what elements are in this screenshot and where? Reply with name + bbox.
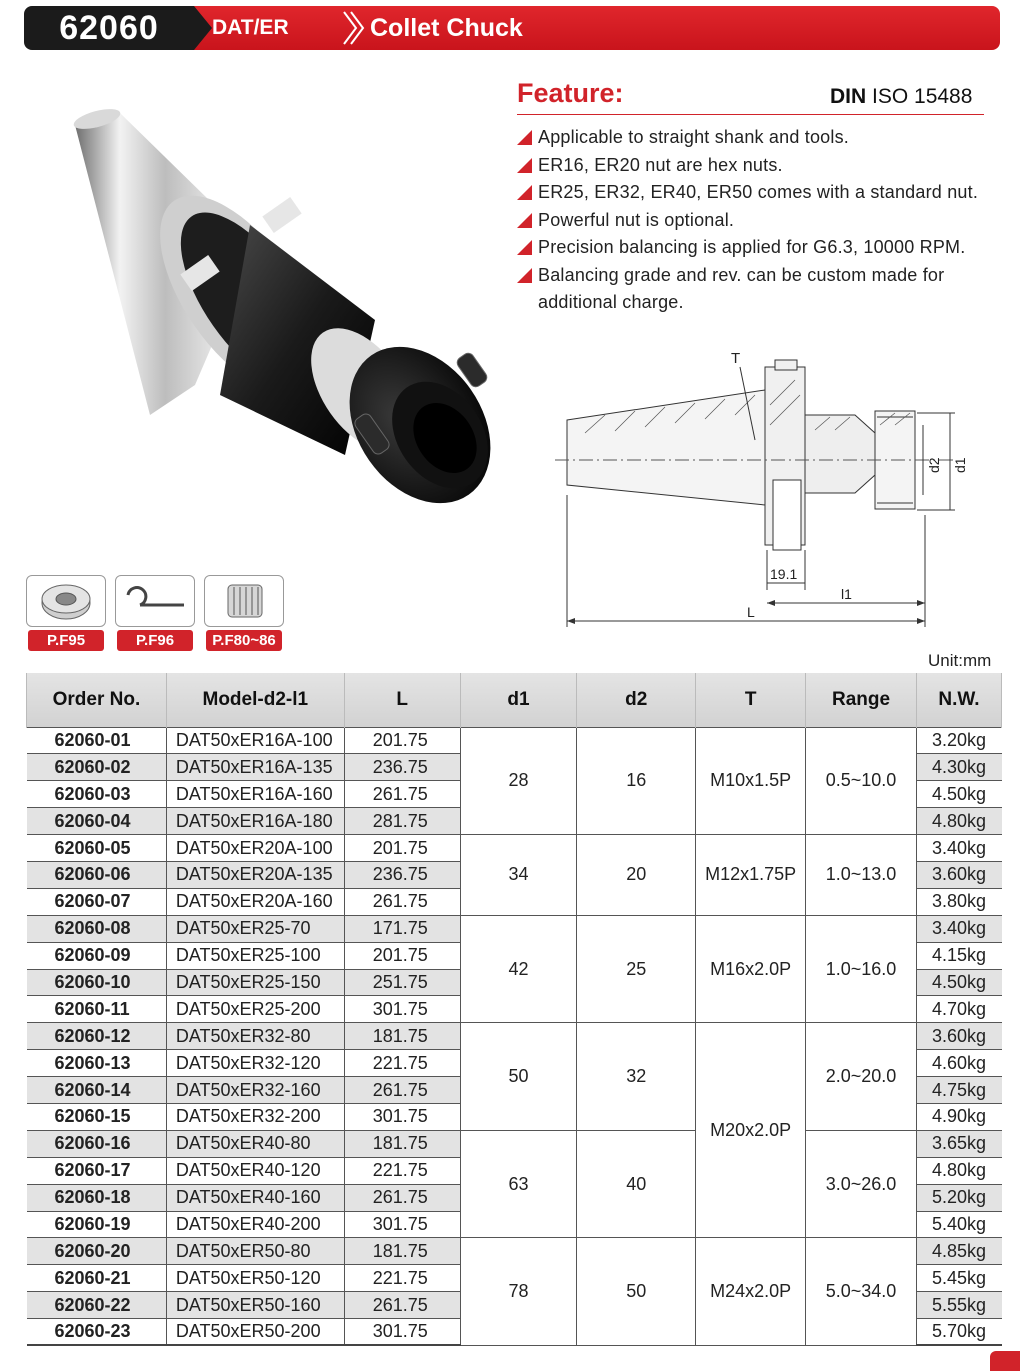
triangle-bullet-icon: [517, 268, 532, 283]
feature-item: [517, 124, 1017, 152]
standard-label: [830, 85, 972, 109]
col-header-d2: d2: [577, 673, 696, 727]
chevron-right-icon: [342, 10, 366, 46]
d2-cell: 16: [577, 727, 696, 835]
col-header-model: Model-d2-l1: [166, 673, 344, 727]
order-no: 62060-02: [27, 754, 167, 781]
unit-label: Unit:mm: [928, 651, 992, 670]
length: 201.75: [344, 727, 460, 754]
technical-drawing: [555, 345, 975, 635]
accessory-collet[interactable]: [204, 575, 284, 651]
order-no: 62060-16: [27, 1130, 167, 1157]
d2-cell: 50: [577, 1238, 696, 1346]
order-no: 62060-12: [27, 1023, 167, 1050]
net-weight: 5.45kg: [916, 1265, 1001, 1292]
net-weight: 4.60kg: [916, 1050, 1001, 1077]
order-no: 62060-20: [27, 1238, 167, 1265]
net-weight: 3.60kg: [916, 861, 1001, 888]
range-cell: 3.0~26.0: [806, 1130, 917, 1238]
order-no: 62060-18: [27, 1184, 167, 1211]
model: DAT50xER16A-180: [166, 808, 344, 835]
order-no: 62060-05: [27, 835, 167, 862]
length: 301.75: [344, 996, 460, 1023]
model: DAT50xER40-120: [166, 1157, 344, 1184]
order-no: 62060-13: [27, 1050, 167, 1077]
d1-cell: 78: [460, 1238, 577, 1346]
length: 201.75: [344, 942, 460, 969]
feature-item: [517, 262, 1017, 317]
length: 261.75: [344, 1077, 460, 1104]
length: 171.75: [344, 915, 460, 942]
table-row: [27, 1130, 1002, 1157]
feature-text: ER25, ER32, ER40, ER50 comes with a standard nut.: [538, 182, 979, 202]
net-weight: 5.55kg: [916, 1292, 1001, 1319]
table-header-row: [27, 673, 1002, 727]
feature-text: Balancing grade and rev. can be custom made for additional charge.: [538, 264, 945, 312]
feature-divider: [517, 114, 984, 115]
product-photo: [45, 95, 505, 555]
feature-text: ER16, ER20 nut are hex nuts.: [538, 154, 783, 175]
thread-cell: M12x1.75P: [696, 835, 806, 916]
order-no: 62060-11: [27, 996, 167, 1023]
nut-icon: [26, 575, 106, 627]
net-weight: 4.50kg: [916, 969, 1001, 996]
d2-cell: 20: [577, 835, 696, 916]
length: 301.75: [344, 1319, 460, 1346]
drawing-label-d1: d1: [952, 457, 968, 473]
range-cell: 1.0~13.0: [806, 835, 917, 916]
thread-cell: M20x2.0P: [696, 1023, 806, 1238]
drawing-label-l1: l1: [841, 586, 852, 602]
order-no: 62060-21: [27, 1265, 167, 1292]
model: DAT50xER32-200: [166, 1103, 344, 1130]
model: DAT50xER32-80: [166, 1023, 344, 1050]
model: DAT50xER25-200: [166, 996, 344, 1023]
length: 236.75: [344, 861, 460, 888]
length: 261.75: [344, 781, 460, 808]
model: DAT50xER50-80: [166, 1238, 344, 1265]
thread-cell: M16x2.0P: [696, 915, 806, 1023]
model: DAT50xER16A-135: [166, 754, 344, 781]
col-header-t: T: [696, 673, 806, 727]
drawing-label-t: T: [731, 350, 741, 367]
table-row: [27, 915, 1002, 942]
table-row: [27, 835, 1002, 862]
net-weight: 4.30kg: [916, 754, 1001, 781]
drawing-label-19: 19.1: [770, 566, 798, 582]
length: 221.75: [344, 1050, 460, 1077]
length: 301.75: [344, 1103, 460, 1130]
range-cell: 2.0~20.0: [806, 1023, 917, 1131]
product-subtitle: DAT/ER: [212, 16, 289, 39]
d1-cell: 63: [460, 1130, 577, 1238]
model: DAT50xER40-160: [166, 1184, 344, 1211]
thread-cell: M24x2.0P: [696, 1238, 806, 1346]
net-weight: 3.20kg: [916, 727, 1001, 754]
product-code: 62060: [59, 9, 159, 47]
order-no: 62060-06: [27, 861, 167, 888]
header-code-tip: [194, 6, 212, 50]
model: DAT50xER16A-160: [166, 781, 344, 808]
net-weight: 4.15kg: [916, 942, 1001, 969]
net-weight: 3.80kg: [916, 888, 1001, 915]
length: 221.75: [344, 1157, 460, 1184]
length: 301.75: [344, 1211, 460, 1238]
collet-icon: [204, 575, 284, 627]
thread-cell: M10x1.5P: [696, 727, 806, 835]
range-cell: 0.5~10.0: [806, 727, 917, 835]
model: DAT50xER20A-135: [166, 861, 344, 888]
model: DAT50xER25-100: [166, 942, 344, 969]
order-no: 62060-08: [27, 915, 167, 942]
order-no: 62060-03: [27, 781, 167, 808]
d1-cell: 34: [460, 835, 577, 916]
length: 181.75: [344, 1238, 460, 1265]
order-no: 62060-04: [27, 808, 167, 835]
drawing-label-l: L: [747, 604, 755, 620]
accessory-label: P.F95: [28, 630, 104, 651]
order-no: 62060-19: [27, 1211, 167, 1238]
length: 236.75: [344, 754, 460, 781]
table-row: [27, 727, 1002, 754]
feature-item: [517, 234, 1017, 262]
feature-item: [517, 179, 1017, 207]
order-no: 62060-17: [27, 1157, 167, 1184]
net-weight: 4.50kg: [916, 781, 1001, 808]
product-title: Collet Chuck: [370, 14, 523, 42]
order-no: 62060-23: [27, 1319, 167, 1346]
length: 181.75: [344, 1130, 460, 1157]
triangle-bullet-icon: [517, 158, 532, 173]
length: 221.75: [344, 1265, 460, 1292]
order-no: 62060-14: [27, 1077, 167, 1104]
order-no: 62060-15: [27, 1103, 167, 1130]
triangle-bullet-icon: [517, 185, 532, 200]
col-header-range: Range: [806, 673, 917, 727]
model: DAT50xER20A-100: [166, 835, 344, 862]
d2-cell: 40: [577, 1130, 696, 1238]
net-weight: 3.60kg: [916, 1023, 1001, 1050]
page-corner-tab: [990, 1351, 1020, 1371]
net-weight: 3.40kg: [916, 835, 1001, 862]
order-no: 62060-01: [27, 727, 167, 754]
range-cell: 1.0~16.0: [806, 915, 917, 1023]
net-weight: 4.70kg: [916, 996, 1001, 1023]
model: DAT50xER50-160: [166, 1292, 344, 1319]
triangle-bullet-icon: [517, 130, 532, 145]
model: DAT50xER40-80: [166, 1130, 344, 1157]
accessory-nut[interactable]: [26, 575, 106, 651]
model: DAT50xER25-70: [166, 915, 344, 942]
col-header-order: Order No.: [27, 673, 167, 727]
d2-cell: 25: [577, 915, 696, 1023]
length: 261.75: [344, 1292, 460, 1319]
net-weight: 3.40kg: [916, 915, 1001, 942]
table-row: [27, 1023, 1002, 1050]
accessory-wrench[interactable]: [115, 575, 195, 651]
wrench-icon: [115, 575, 195, 627]
net-weight: 4.80kg: [916, 808, 1001, 835]
drawing-label-d2: d2: [926, 457, 942, 473]
length: 261.75: [344, 1184, 460, 1211]
length: 261.75: [344, 888, 460, 915]
col-header-l: L: [344, 673, 460, 727]
model: DAT50xER32-120: [166, 1050, 344, 1077]
order-no: 62060-10: [27, 969, 167, 996]
length: 181.75: [344, 1023, 460, 1050]
net-weight: 4.90kg: [916, 1103, 1001, 1130]
feature-item: [517, 152, 1017, 180]
feature-text: Precision balancing is applied for G6.3, 10000 RPM.: [538, 237, 966, 257]
model: DAT50xER32-160: [166, 1077, 344, 1104]
header-bar: [24, 6, 1000, 50]
spec-table: [26, 673, 1002, 1346]
col-header-d1: d1: [460, 673, 577, 727]
model: DAT50xER20A-160: [166, 888, 344, 915]
model: DAT50xER16A-100: [166, 727, 344, 754]
net-weight: 4.75kg: [916, 1077, 1001, 1104]
accessory-label: P.F96: [117, 630, 193, 651]
d1-cell: 28: [460, 727, 577, 835]
model: DAT50xER50-120: [166, 1265, 344, 1292]
standard-bold: DIN: [830, 85, 867, 108]
feature-list: [517, 124, 1017, 317]
length: 201.75: [344, 835, 460, 862]
net-weight: 4.85kg: [916, 1238, 1001, 1265]
d1-cell: 50: [460, 1023, 577, 1131]
d1-cell: 42: [460, 915, 577, 1023]
model: DAT50xER50-200: [166, 1319, 344, 1346]
order-no: 62060-07: [27, 888, 167, 915]
feature-heading: Feature:: [517, 78, 624, 108]
net-weight: 5.70kg: [916, 1319, 1001, 1346]
range-cell: 5.0~34.0: [806, 1238, 917, 1346]
length: 251.75: [344, 969, 460, 996]
d2-cell: 32: [577, 1023, 696, 1131]
standard-rest: ISO 15488: [866, 85, 973, 108]
accessory-label: P.F80~86: [206, 630, 282, 651]
net-weight: 4.80kg: [916, 1157, 1001, 1184]
net-weight: 3.65kg: [916, 1130, 1001, 1157]
table-row: [27, 1238, 1002, 1265]
model: DAT50xER40-200: [166, 1211, 344, 1238]
feature-text: Powerful nut is optional.: [538, 209, 735, 230]
feature-item: [517, 207, 1017, 235]
col-header-nw: N.W.: [916, 673, 1001, 727]
feature-text: Applicable to straight shank and tools.: [538, 127, 849, 147]
model: DAT50xER25-150: [166, 969, 344, 996]
length: 281.75: [344, 808, 460, 835]
order-no: 62060-22: [27, 1292, 167, 1319]
order-no: 62060-09: [27, 942, 167, 969]
triangle-bullet-icon: [517, 240, 532, 255]
net-weight: 5.40kg: [916, 1211, 1001, 1238]
triangle-bullet-icon: [517, 213, 532, 228]
net-weight: 5.20kg: [916, 1184, 1001, 1211]
